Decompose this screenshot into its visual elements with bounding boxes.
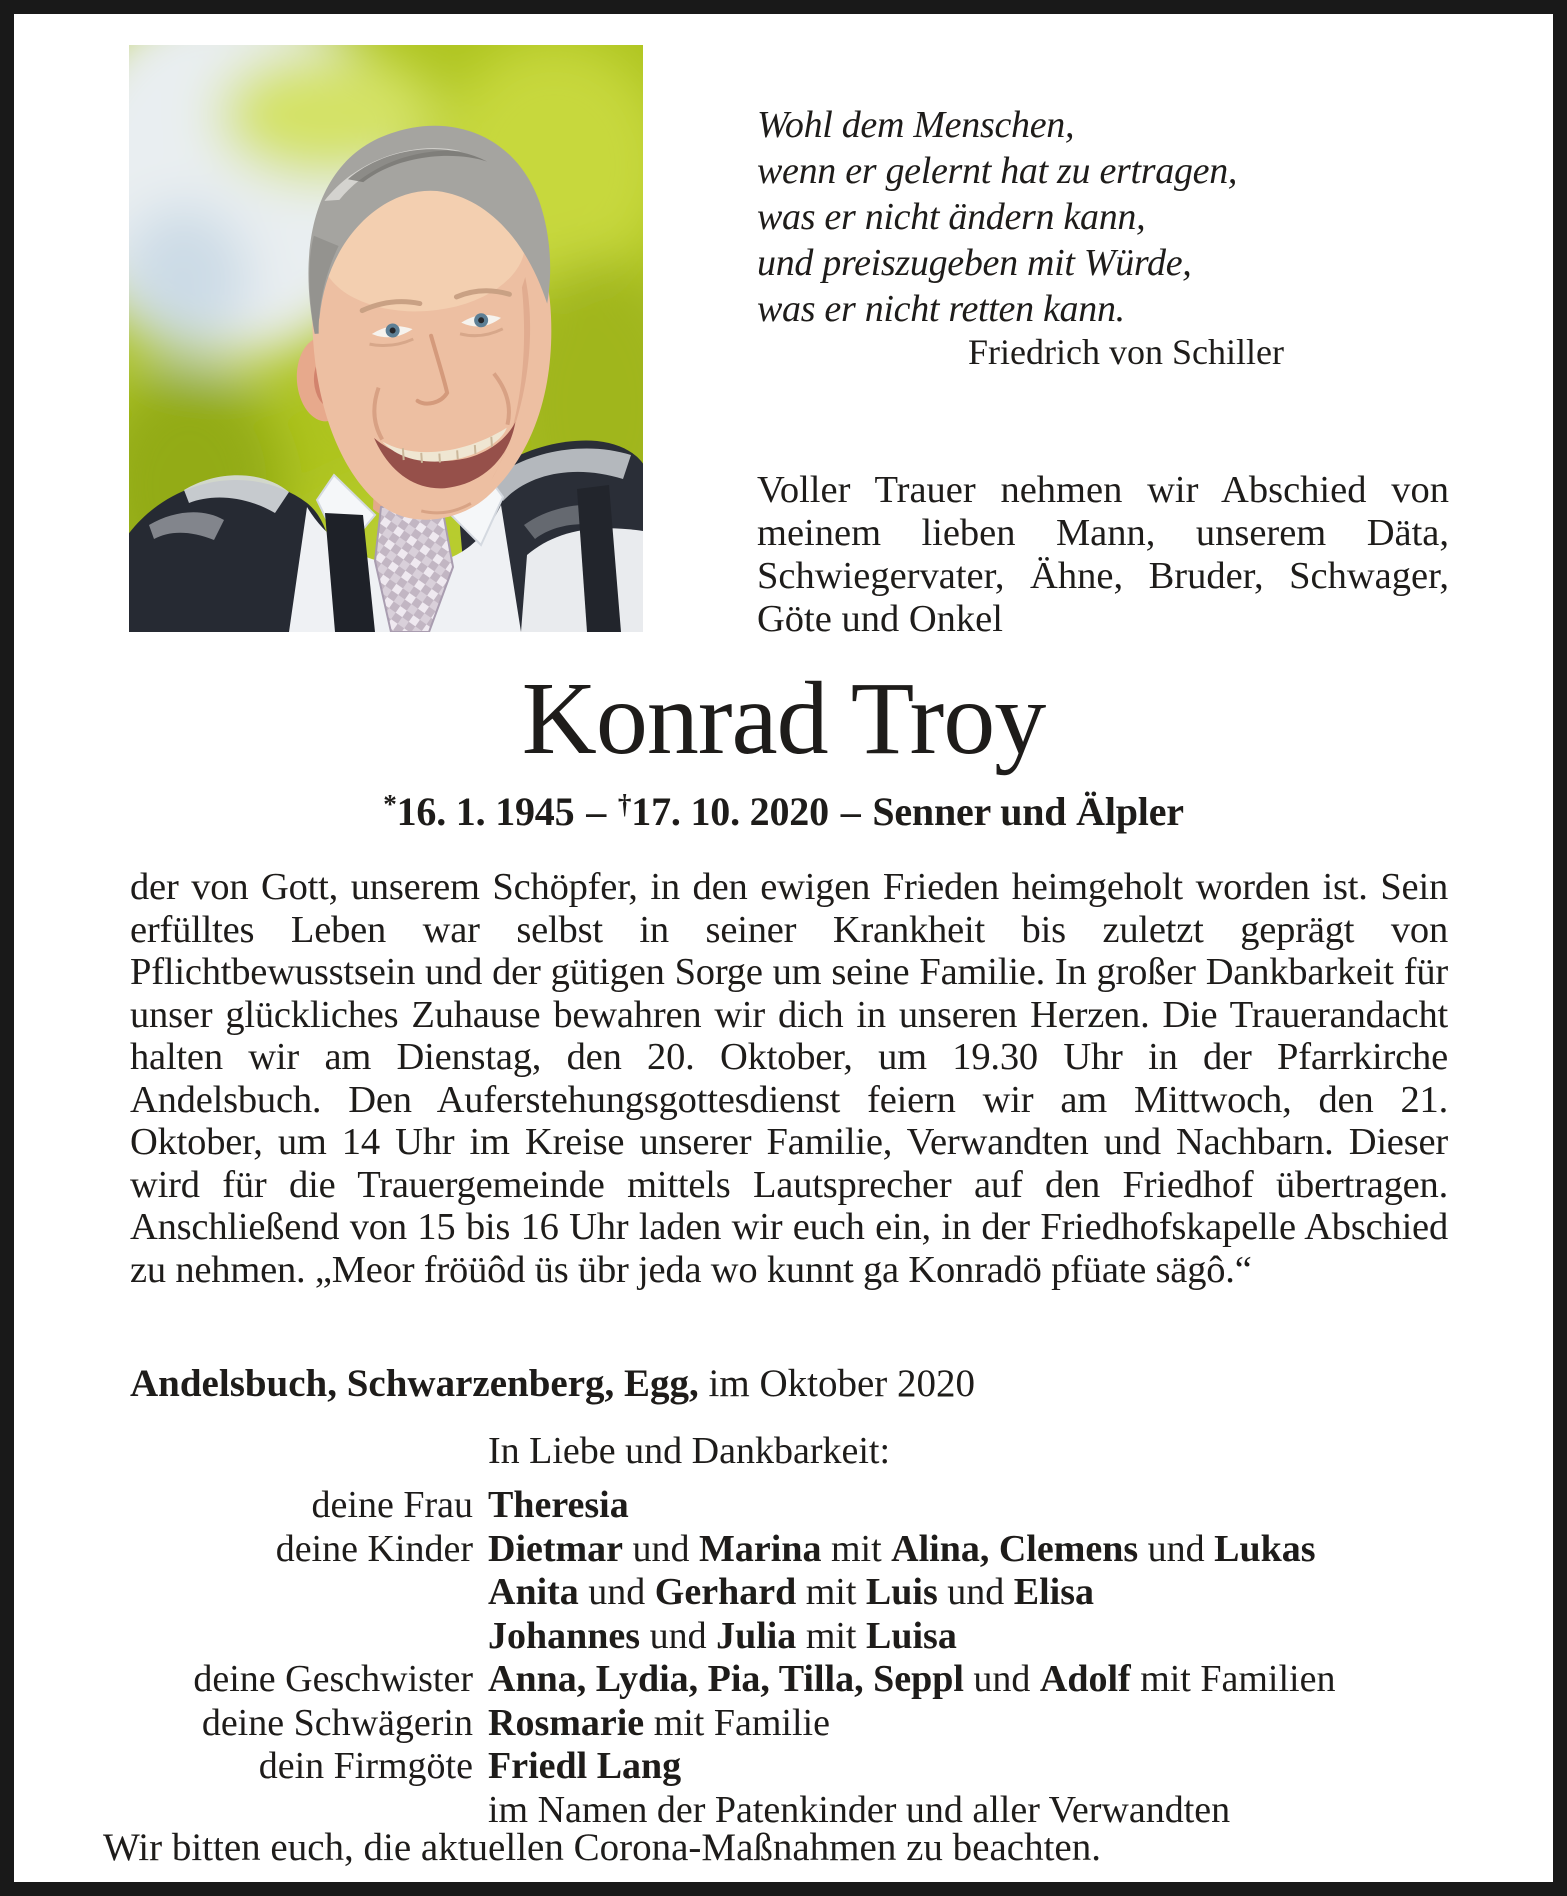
died-cross-symbol: † [617,788,632,819]
occupation: Senner und Älpler [872,789,1184,834]
mourner-row [14,1615,1553,1659]
quote-line: und preiszugeben mit Würde, [757,242,1192,284]
mourners-list [14,1484,1553,1832]
mourner-name: Lukas [1214,1527,1316,1570]
quote-line: wenn er gelernt hat zu ertragen, [757,150,1238,192]
intro-text: Voller Trauer nehmen wir Abschied von meinem lieben Mann, unserem Däta, Schwiegervater, Ähne, Bruder, Schwager, Göte und Onkel [757,469,1449,640]
mourner-row [14,1571,1553,1615]
corona-note: Wir bitten euch, die aktuellen Corona-Maßnahmen zu beachten. [103,1826,1101,1869]
place-names: Andelsbuch, Schwarzenberg, Egg, [130,1362,699,1405]
mourner-name: Marina [699,1527,822,1570]
mourner-names [488,1484,629,1528]
mourner-connector: und [1138,1527,1215,1570]
mourner-role: deine Geschwister [193,1658,473,1700]
mourner-role [14,1615,473,1659]
quote-line: was er nicht retten kann. [757,288,1125,330]
mourner-connector: im Namen der Patenkinder und aller Verwandten [488,1788,1231,1831]
memorial-quote [757,102,1237,332]
dash-separator: – [586,789,607,834]
dash-separator: – [840,789,861,834]
mourner-role: deine Schwägerin [201,1701,473,1744]
mourner-names [488,1615,957,1659]
born-star-symbol: * [383,788,397,819]
mourner-connector: mit Familien [1130,1658,1336,1700]
portrait-photo [129,45,643,632]
mourner-connector: und [640,1614,717,1657]
mourner-name: Johannes [488,1614,641,1657]
mourner-name: Alina, Clemens [891,1527,1139,1570]
birth-date: 16. 1. 1945 [396,789,575,834]
mourner-name: Elisa [1013,1571,1094,1613]
mourner-row [14,1745,1553,1789]
mourner-role: dein Firmgöte [258,1745,473,1787]
mourner-role: deine Kinder [275,1527,473,1570]
mourner-name: Luis [865,1571,938,1613]
place-date-line [130,1362,975,1406]
mourner-role: deine Frau [311,1484,473,1526]
obituary-page [14,14,1553,1882]
mourner-row [14,1658,1553,1702]
obituary-body: der von Gott, unserem Schöpfer, in den ewigen Frieden heimgeholt worden ist. Sein erfülltes Leben war selbst in seiner Krankheit bis zuletzt geprägt von Pflichtbewusstsein und der gütigen Sorge um seine Familie. In großer Dankbarkeit für unser glückliches Zuhause bewahren wir dich in unseren Herzen. Die Trauerandacht halten wir am Dienstag, den 20. Oktober, um 19.30 Uhr in der Pfarrkirche Andelsbuch. Den Auferstehungsgottesdienst feiern wir am Mittwoch, den 21. Oktober, um 14 Uhr im Kreise unserer Familie, Verwandten und Nachbarn. Dieser wird für die Trauergemeinde mittels Lautsprecher auf den Friedhof übertragen. Anschließend von 15 bis 16 Uhr laden wir euch ein, in der Friedhofskapelle Abschied zu nehmen. „Meor fröüôd üs übr jeda wo kunnt ga Konradö pfüate sägô.“ [130,866,1448,1291]
mourner-name: Theresia [488,1484,629,1526]
quote-attribution: Friedrich von Schiller [968,332,1284,372]
mourner-names [488,1745,681,1789]
mourner-connector: und [623,1527,700,1570]
mourner-name: Adolf [1039,1658,1131,1700]
mourner-names [488,1571,1094,1615]
mourner-role [14,1571,473,1615]
mourner-connector: mit [821,1527,892,1570]
mourner-connector: und [937,1571,1014,1613]
mourner-name: Dietmar [488,1527,624,1570]
mourner-row [14,1528,1553,1572]
mourner-names [488,1658,1335,1702]
mourner-connector: mit [796,1614,866,1657]
death-date: 17. 10. 2020 [631,789,829,834]
quote-line: Wohl dem Menschen, [757,104,1075,146]
mourner-connector: mit Familie [644,1701,830,1744]
mourner-row [14,1702,1553,1746]
deceased-name: Konrad Troy [521,661,1046,776]
mourner-connector: und [578,1571,655,1613]
mourner-connector: und [963,1658,1040,1700]
quote-line: was er nicht ändern kann, [757,196,1146,238]
mourner-connector: mit [796,1571,866,1613]
mourner-names [488,1528,1316,1572]
closing-line: In Liebe und Dankbarkeit: [488,1430,891,1472]
mourner-name: Anita [488,1571,579,1613]
mourner-name: Friedl Lang [488,1745,682,1787]
life-dates [14,789,1553,839]
mourner-name: Anna, Lydia, Pia, Tilla, Seppl [488,1658,964,1700]
notice-date: im Oktober 2020 [708,1362,976,1405]
mourner-name: Gerhard [654,1571,797,1613]
mourner-names [488,1702,830,1746]
mourner-name: Luisa [866,1614,957,1657]
portrait-illustration [129,45,643,632]
mourner-name: Julia [716,1614,797,1657]
mourner-row [14,1484,1553,1528]
mourner-name: Rosmarie [488,1701,645,1744]
